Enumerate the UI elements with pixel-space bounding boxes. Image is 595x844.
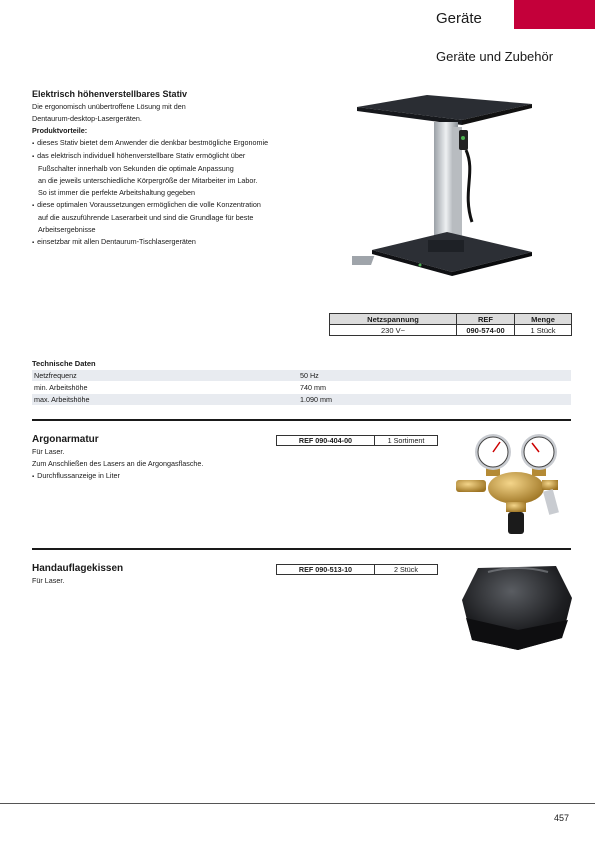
column-header: Netzspannung (330, 314, 457, 325)
hand-rest-pad-image (458, 558, 576, 652)
bullet-item: ▪ dieses Stativ bietet dem Anwender die denkbar bestmögliche Ergonomie (32, 137, 268, 150)
table-cell: 230 V~ (330, 325, 457, 336)
stand-title: Elektrisch höhenverstellbares Stativ (32, 89, 188, 99)
advantages-heading: Produktvorteile: (32, 126, 88, 135)
bullet-continuation: So ist immer die perfekte Arbeitshaltung gegeben (38, 188, 196, 197)
pad-description (32, 575, 64, 587)
tech-label: Netzfrequenz (34, 371, 77, 380)
pad-title: Handauflagekissen (32, 563, 124, 574)
table-cell: 1 Stück (515, 325, 572, 336)
stand-intro-line: Die ergonomisch unübertroffene Lösung mit den (32, 102, 186, 111)
tech-value: 740 mm (300, 383, 326, 392)
tech-heading: Technische Daten (32, 359, 96, 368)
pad-order-box (276, 564, 438, 575)
section-divider (32, 548, 571, 550)
tech-row (32, 394, 571, 405)
argon-order-box (276, 435, 438, 446)
bullet-continuation: Fußschalter innerhalb von Sekunden die optimale Anpassung (38, 164, 234, 173)
tech-row (32, 382, 571, 393)
ref-number: REF 090-513-10 (277, 565, 375, 574)
stand-product-image (352, 92, 542, 277)
stand-order-table (329, 313, 572, 336)
bullet-item: ▪ das elektrisch individuell höhenverstellbare Stativ ermöglicht über (32, 150, 268, 163)
column-header: REF (457, 314, 515, 325)
bullet-continuation: Arbeitsergebnisse (38, 225, 96, 234)
footer-divider (0, 803, 595, 804)
section-divider (32, 419, 571, 421)
argon-regulator-image (448, 428, 576, 536)
section-subtitle: Geräte und Zubehör (436, 49, 554, 64)
ref-number: REF 090-404-00 (277, 436, 375, 445)
tech-value: 50 Hz (300, 371, 319, 380)
bullet-item: ▪ Durchflussanzeige in Liter (32, 470, 203, 483)
section-title: Geräte (436, 10, 482, 27)
tech-label: max. Arbeitshöhe (34, 395, 90, 404)
table-row (330, 325, 572, 336)
tech-label: min. Arbeitshöhe (34, 383, 88, 392)
argon-title: Argonarmatur (32, 434, 99, 445)
table-header-row (330, 314, 572, 325)
stand-intro-line: Dentaurum-desktop-Lasergeräten. (32, 114, 142, 123)
argon-line: Für Laser. (32, 447, 65, 456)
tech-value: 1.090 mm (300, 395, 332, 404)
bullet-continuation: auf die auszuführende Laserarbeit und sind die Grundlage für beste (38, 213, 254, 222)
bullet-item: ▪ diese optimalen Voraussetzungen ermöglichen die volle Konzentration (32, 199, 268, 212)
bullet-item: ▪ einsetzbar mit allen Dentaurum-Tischlasergeräten (32, 236, 268, 249)
pad-line: Für Laser. (32, 576, 65, 585)
bullet-continuation: an die jeweils unterschiedliche Körpergröße der Mitarbeiter im Labor. (38, 176, 258, 185)
stand-description (32, 101, 268, 249)
column-header: Menge (515, 314, 572, 325)
argon-line: Zum Anschließen des Lasers an die Argongasflasche. (32, 459, 204, 468)
quantity: 1 Sortiment (387, 436, 425, 445)
argon-description (32, 446, 203, 483)
page-number: 457 (554, 813, 570, 823)
quantity: 2 Stück (394, 565, 418, 574)
ref-cell: 090-574-00 (457, 325, 515, 336)
section-color-tab (514, 0, 595, 29)
tech-row (32, 370, 571, 381)
